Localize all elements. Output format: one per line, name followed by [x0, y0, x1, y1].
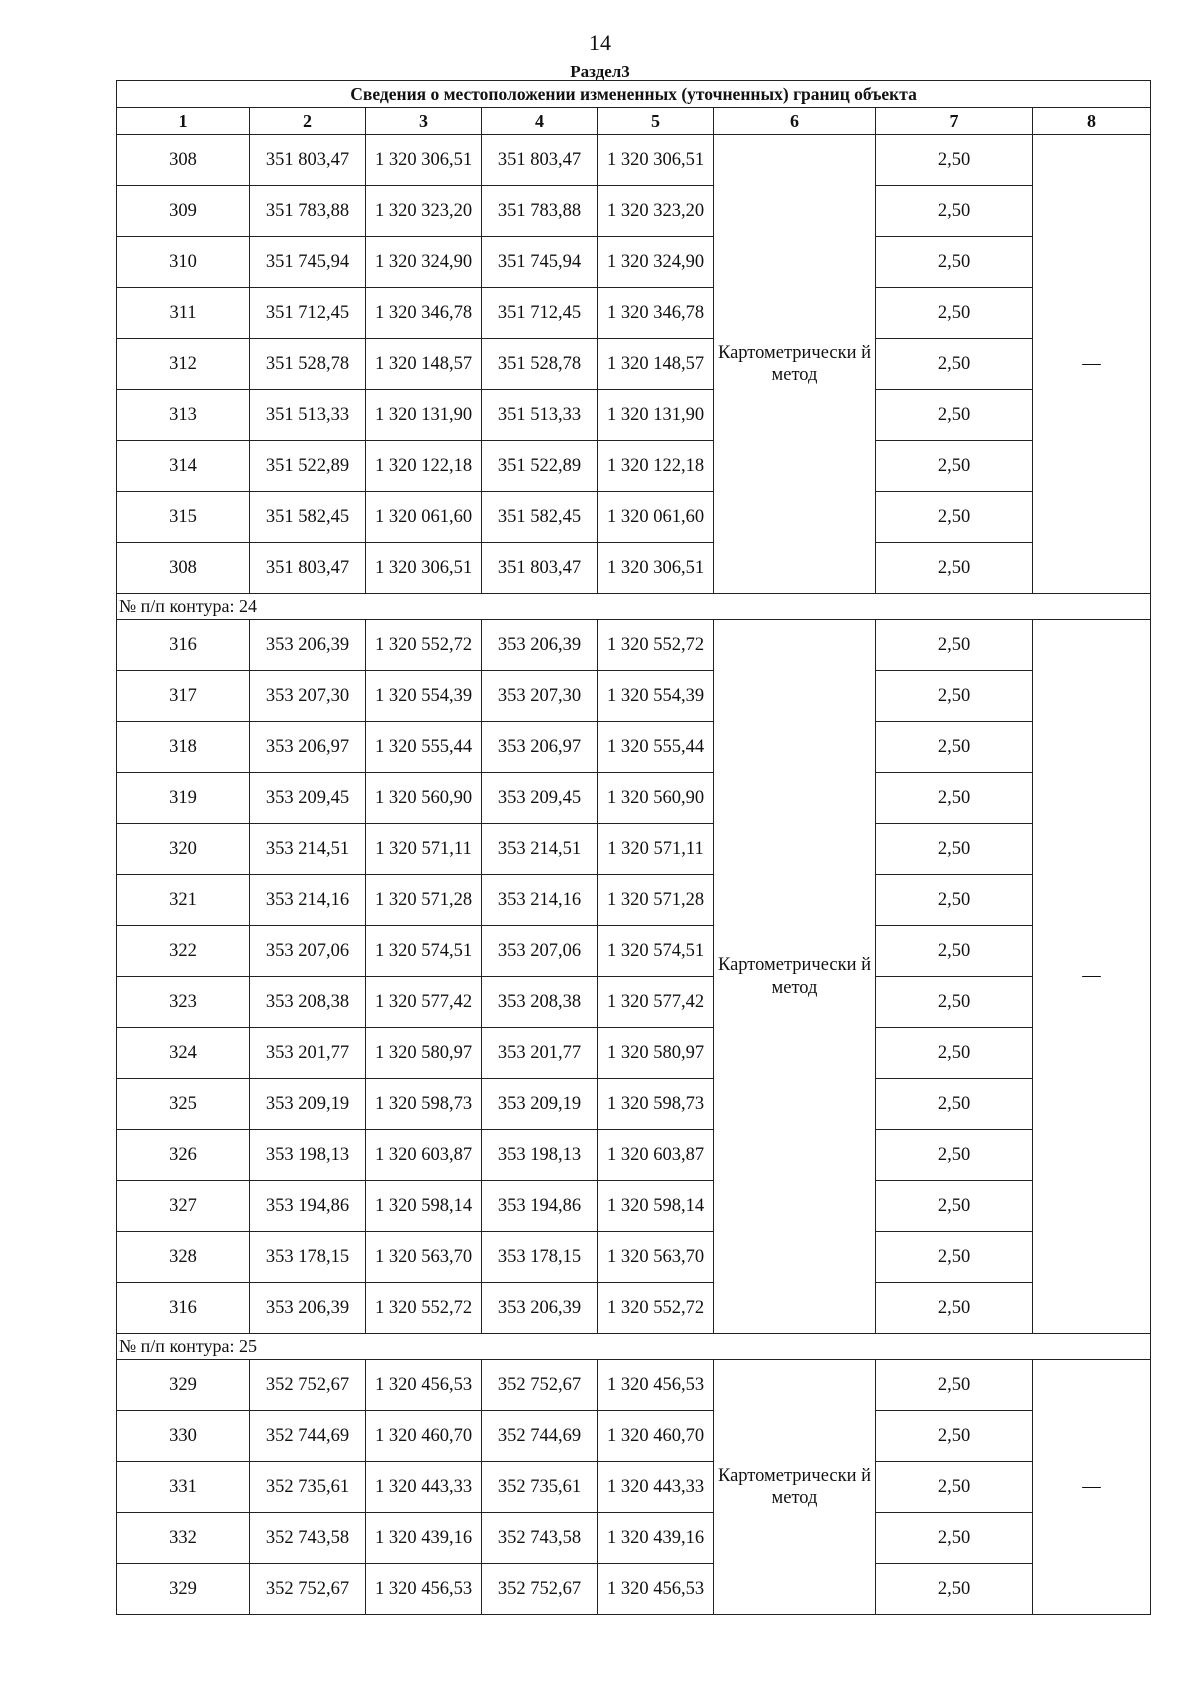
- x-existing-cell: 353 207,06: [250, 926, 366, 977]
- point-number-cell: 314: [117, 441, 250, 492]
- y-refined-cell: 1 320 560,90: [598, 773, 714, 824]
- y-existing-cell: 1 320 555,44: [366, 722, 482, 773]
- x-existing-cell: 353 214,51: [250, 824, 366, 875]
- description-cell: —: [1033, 135, 1151, 594]
- x-existing-cell: 353 209,45: [250, 773, 366, 824]
- point-number-cell: 328: [117, 1232, 250, 1283]
- table-row: [117, 620, 1151, 671]
- x-refined-cell: 351 712,45: [482, 288, 598, 339]
- y-refined-cell: 1 320 552,72: [598, 620, 714, 671]
- x-existing-cell: 351 582,45: [250, 492, 366, 543]
- y-existing-cell: 1 320 552,72: [366, 1283, 482, 1334]
- x-existing-cell: 353 214,16: [250, 875, 366, 926]
- y-refined-cell: 1 320 306,51: [598, 135, 714, 186]
- accuracy-cell: 2,50: [876, 1232, 1033, 1283]
- accuracy-cell: 2,50: [876, 1564, 1033, 1615]
- y-existing-cell: 1 320 306,51: [366, 135, 482, 186]
- x-existing-cell: 353 208,38: [250, 977, 366, 1028]
- table-row: [117, 1360, 1151, 1411]
- table-caption: Сведения о местоположении измененных (уточненных) границ объекта: [117, 81, 1151, 108]
- x-existing-cell: 353 207,30: [250, 671, 366, 722]
- y-existing-cell: 1 320 131,90: [366, 390, 482, 441]
- y-existing-cell: 1 320 443,33: [366, 1462, 482, 1513]
- column-header: 8: [1033, 108, 1151, 135]
- x-refined-cell: 352 752,67: [482, 1564, 598, 1615]
- accuracy-cell: 2,50: [876, 288, 1033, 339]
- y-refined-cell: 1 320 571,11: [598, 824, 714, 875]
- table-row: [117, 1462, 1151, 1513]
- x-refined-cell: 353 178,15: [482, 1232, 598, 1283]
- y-refined-cell: 1 320 563,70: [598, 1232, 714, 1283]
- y-existing-cell: 1 320 148,57: [366, 339, 482, 390]
- x-refined-cell: 351 528,78: [482, 339, 598, 390]
- table-row: [117, 288, 1151, 339]
- section-title: Раздел3: [570, 62, 630, 81]
- x-refined-cell: 351 803,47: [482, 543, 598, 594]
- page-number: 14: [589, 30, 611, 55]
- accuracy-cell: 2,50: [876, 1181, 1033, 1232]
- x-refined-cell: 353 206,39: [482, 620, 598, 671]
- x-refined-cell: 352 735,61: [482, 1462, 598, 1513]
- table-row: [117, 390, 1151, 441]
- y-existing-cell: 1 320 460,70: [366, 1411, 482, 1462]
- point-number-cell: 327: [117, 1181, 250, 1232]
- x-existing-cell: 351 783,88: [250, 186, 366, 237]
- point-number-cell: 312: [117, 339, 250, 390]
- x-existing-cell: 353 194,86: [250, 1181, 366, 1232]
- accuracy-cell: 2,50: [876, 390, 1033, 441]
- y-refined-cell: 1 320 598,14: [598, 1181, 714, 1232]
- x-refined-cell: 351 783,88: [482, 186, 598, 237]
- y-existing-cell: 1 320 603,87: [366, 1130, 482, 1181]
- y-refined-cell: 1 320 131,90: [598, 390, 714, 441]
- column-header: 6: [714, 108, 876, 135]
- y-existing-cell: 1 320 571,28: [366, 875, 482, 926]
- column-header: 1: [117, 108, 250, 135]
- table-row: [117, 1232, 1151, 1283]
- accuracy-cell: 2,50: [876, 1513, 1033, 1564]
- accuracy-cell: 2,50: [876, 773, 1033, 824]
- x-existing-cell: 353 178,15: [250, 1232, 366, 1283]
- point-number-cell: 332: [117, 1513, 250, 1564]
- point-number-cell: 308: [117, 543, 250, 594]
- x-refined-cell: 353 214,51: [482, 824, 598, 875]
- accuracy-cell: 2,50: [876, 1411, 1033, 1462]
- accuracy-cell: 2,50: [876, 1079, 1033, 1130]
- point-number-cell: 331: [117, 1462, 250, 1513]
- y-refined-cell: 1 320 554,39: [598, 671, 714, 722]
- y-refined-cell: 1 320 324,90: [598, 237, 714, 288]
- x-refined-cell: 351 522,89: [482, 441, 598, 492]
- point-number-cell: 317: [117, 671, 250, 722]
- column-header: 5: [598, 108, 714, 135]
- contour-label: № п/п контура: 24: [117, 594, 1151, 620]
- x-refined-cell: 353 198,13: [482, 1130, 598, 1181]
- y-refined-cell: 1 320 574,51: [598, 926, 714, 977]
- accuracy-cell: 2,50: [876, 492, 1033, 543]
- x-refined-cell: 353 208,38: [482, 977, 598, 1028]
- table-row: [117, 1079, 1151, 1130]
- accuracy-cell: 2,50: [876, 237, 1033, 288]
- x-refined-cell: 353 214,16: [482, 875, 598, 926]
- table-row: [117, 1028, 1151, 1079]
- y-refined-cell: 1 320 460,70: [598, 1411, 714, 1462]
- x-existing-cell: 351 803,47: [250, 135, 366, 186]
- x-existing-cell: 351 803,47: [250, 543, 366, 594]
- y-existing-cell: 1 320 439,16: [366, 1513, 482, 1564]
- y-refined-cell: 1 320 306,51: [598, 543, 714, 594]
- y-refined-cell: 1 320 580,97: [598, 1028, 714, 1079]
- table-row: [117, 492, 1151, 543]
- accuracy-cell: 2,50: [876, 1283, 1033, 1334]
- y-refined-cell: 1 320 598,73: [598, 1079, 714, 1130]
- accuracy-cell: 2,50: [876, 543, 1033, 594]
- x-existing-cell: 353 206,39: [250, 620, 366, 671]
- point-number-cell: 313: [117, 390, 250, 441]
- y-existing-cell: 1 320 580,97: [366, 1028, 482, 1079]
- x-existing-cell: 352 752,67: [250, 1564, 366, 1615]
- x-existing-cell: 351 745,94: [250, 237, 366, 288]
- y-existing-cell: 1 320 577,42: [366, 977, 482, 1028]
- x-refined-cell: 352 752,67: [482, 1360, 598, 1411]
- x-existing-cell: 352 743,58: [250, 1513, 366, 1564]
- boundary-table: [116, 80, 1151, 1615]
- y-refined-cell: 1 320 443,33: [598, 1462, 714, 1513]
- y-existing-cell: 1 320 061,60: [366, 492, 482, 543]
- x-existing-cell: 351 513,33: [250, 390, 366, 441]
- x-existing-cell: 352 744,69: [250, 1411, 366, 1462]
- x-existing-cell: 351 712,45: [250, 288, 366, 339]
- accuracy-cell: 2,50: [876, 1360, 1033, 1411]
- accuracy-cell: 2,50: [876, 1130, 1033, 1181]
- description-cell: —: [1033, 1360, 1151, 1615]
- point-number-cell: 329: [117, 1360, 250, 1411]
- x-refined-cell: 353 207,06: [482, 926, 598, 977]
- y-refined-cell: 1 320 552,72: [598, 1283, 714, 1334]
- x-refined-cell: 351 513,33: [482, 390, 598, 441]
- y-existing-cell: 1 320 574,51: [366, 926, 482, 977]
- table-row: [117, 977, 1151, 1028]
- method-cell: Картометрически й метод: [714, 135, 876, 594]
- y-refined-cell: 1 320 571,28: [598, 875, 714, 926]
- point-number-cell: 321: [117, 875, 250, 926]
- table-caption-row: [117, 81, 1151, 108]
- y-existing-cell: 1 320 346,78: [366, 288, 482, 339]
- point-number-cell: 311: [117, 288, 250, 339]
- accuracy-cell: 2,50: [876, 926, 1033, 977]
- x-refined-cell: 351 803,47: [482, 135, 598, 186]
- y-refined-cell: 1 320 439,16: [598, 1513, 714, 1564]
- point-number-cell: 319: [117, 773, 250, 824]
- accuracy-cell: 2,50: [876, 135, 1033, 186]
- y-refined-cell: 1 320 555,44: [598, 722, 714, 773]
- y-existing-cell: 1 320 324,90: [366, 237, 482, 288]
- point-number-cell: 329: [117, 1564, 250, 1615]
- table-row: [117, 339, 1151, 390]
- table-row: [117, 824, 1151, 875]
- point-number-cell: 324: [117, 1028, 250, 1079]
- column-header: 3: [366, 108, 482, 135]
- contour-label: № п/п контура: 25: [117, 1334, 1151, 1360]
- table-row: [117, 1283, 1151, 1334]
- contour-label-row: [117, 1334, 1151, 1360]
- x-refined-cell: 353 209,45: [482, 773, 598, 824]
- y-refined-cell: 1 320 061,60: [598, 492, 714, 543]
- y-existing-cell: 1 320 323,20: [366, 186, 482, 237]
- accuracy-cell: 2,50: [876, 875, 1033, 926]
- x-refined-cell: 351 745,94: [482, 237, 598, 288]
- accuracy-cell: 2,50: [876, 441, 1033, 492]
- table-row: [117, 875, 1151, 926]
- point-number-cell: 322: [117, 926, 250, 977]
- point-number-cell: 316: [117, 620, 250, 671]
- x-refined-cell: 352 744,69: [482, 1411, 598, 1462]
- point-number-cell: 310: [117, 237, 250, 288]
- accuracy-cell: 2,50: [876, 339, 1033, 390]
- accuracy-cell: 2,50: [876, 1462, 1033, 1513]
- accuracy-cell: 2,50: [876, 722, 1033, 773]
- point-number-cell: 316: [117, 1283, 250, 1334]
- y-existing-cell: 1 320 560,90: [366, 773, 482, 824]
- x-existing-cell: 353 206,39: [250, 1283, 366, 1334]
- description-cell: —: [1033, 620, 1151, 1334]
- table-row: [117, 186, 1151, 237]
- column-header: 4: [482, 108, 598, 135]
- point-number-cell: 309: [117, 186, 250, 237]
- method-cell: Картометрически й метод: [714, 620, 876, 1334]
- accuracy-cell: 2,50: [876, 1028, 1033, 1079]
- x-existing-cell: 352 735,61: [250, 1462, 366, 1513]
- accuracy-cell: 2,50: [876, 620, 1033, 671]
- y-refined-cell: 1 320 577,42: [598, 977, 714, 1028]
- y-existing-cell: 1 320 122,18: [366, 441, 482, 492]
- x-refined-cell: 353 201,77: [482, 1028, 598, 1079]
- y-existing-cell: 1 320 456,53: [366, 1360, 482, 1411]
- contour-label-row: [117, 594, 1151, 620]
- x-refined-cell: 353 194,86: [482, 1181, 598, 1232]
- point-number-cell: 315: [117, 492, 250, 543]
- y-existing-cell: 1 320 552,72: [366, 620, 482, 671]
- table-row: [117, 1411, 1151, 1462]
- x-existing-cell: 353 201,77: [250, 1028, 366, 1079]
- x-refined-cell: 351 582,45: [482, 492, 598, 543]
- table-row: [117, 722, 1151, 773]
- accuracy-cell: 2,50: [876, 824, 1033, 875]
- method-cell: Картометрически й метод: [714, 1360, 876, 1615]
- point-number-cell: 330: [117, 1411, 250, 1462]
- x-existing-cell: 353 198,13: [250, 1130, 366, 1181]
- column-header: 7: [876, 108, 1033, 135]
- y-refined-cell: 1 320 456,53: [598, 1564, 714, 1615]
- table-row: [117, 1181, 1151, 1232]
- y-refined-cell: 1 320 148,57: [598, 339, 714, 390]
- point-number-cell: 326: [117, 1130, 250, 1181]
- table-row: [117, 135, 1151, 186]
- table-row: [117, 926, 1151, 977]
- x-existing-cell: 351 522,89: [250, 441, 366, 492]
- y-existing-cell: 1 320 571,11: [366, 824, 482, 875]
- point-number-cell: 320: [117, 824, 250, 875]
- y-existing-cell: 1 320 554,39: [366, 671, 482, 722]
- y-refined-cell: 1 320 346,78: [598, 288, 714, 339]
- y-existing-cell: 1 320 456,53: [366, 1564, 482, 1615]
- x-refined-cell: 353 206,97: [482, 722, 598, 773]
- table-row: [117, 773, 1151, 824]
- table-row: [117, 1513, 1151, 1564]
- y-refined-cell: 1 320 603,87: [598, 1130, 714, 1181]
- column-header: 2: [250, 108, 366, 135]
- table-row: [117, 543, 1151, 594]
- x-existing-cell: 353 209,19: [250, 1079, 366, 1130]
- y-existing-cell: 1 320 598,14: [366, 1181, 482, 1232]
- point-number-cell: 318: [117, 722, 250, 773]
- x-existing-cell: 351 528,78: [250, 339, 366, 390]
- accuracy-cell: 2,50: [876, 671, 1033, 722]
- x-existing-cell: 353 206,97: [250, 722, 366, 773]
- table-row: [117, 441, 1151, 492]
- x-refined-cell: 353 207,30: [482, 671, 598, 722]
- y-existing-cell: 1 320 306,51: [366, 543, 482, 594]
- x-existing-cell: 352 752,67: [250, 1360, 366, 1411]
- accuracy-cell: 2,50: [876, 977, 1033, 1028]
- table-row: [117, 1564, 1151, 1615]
- point-number-cell: 325: [117, 1079, 250, 1130]
- point-number-cell: 308: [117, 135, 250, 186]
- point-number-cell: 323: [117, 977, 250, 1028]
- table-row: [117, 237, 1151, 288]
- table-row: [117, 671, 1151, 722]
- accuracy-cell: 2,50: [876, 186, 1033, 237]
- y-existing-cell: 1 320 563,70: [366, 1232, 482, 1283]
- x-refined-cell: 353 209,19: [482, 1079, 598, 1130]
- x-refined-cell: 353 206,39: [482, 1283, 598, 1334]
- x-refined-cell: 352 743,58: [482, 1513, 598, 1564]
- y-refined-cell: 1 320 323,20: [598, 186, 714, 237]
- column-header-row: [117, 108, 1151, 135]
- y-existing-cell: 1 320 598,73: [366, 1079, 482, 1130]
- y-refined-cell: 1 320 122,18: [598, 441, 714, 492]
- y-refined-cell: 1 320 456,53: [598, 1360, 714, 1411]
- table-row: [117, 1130, 1151, 1181]
